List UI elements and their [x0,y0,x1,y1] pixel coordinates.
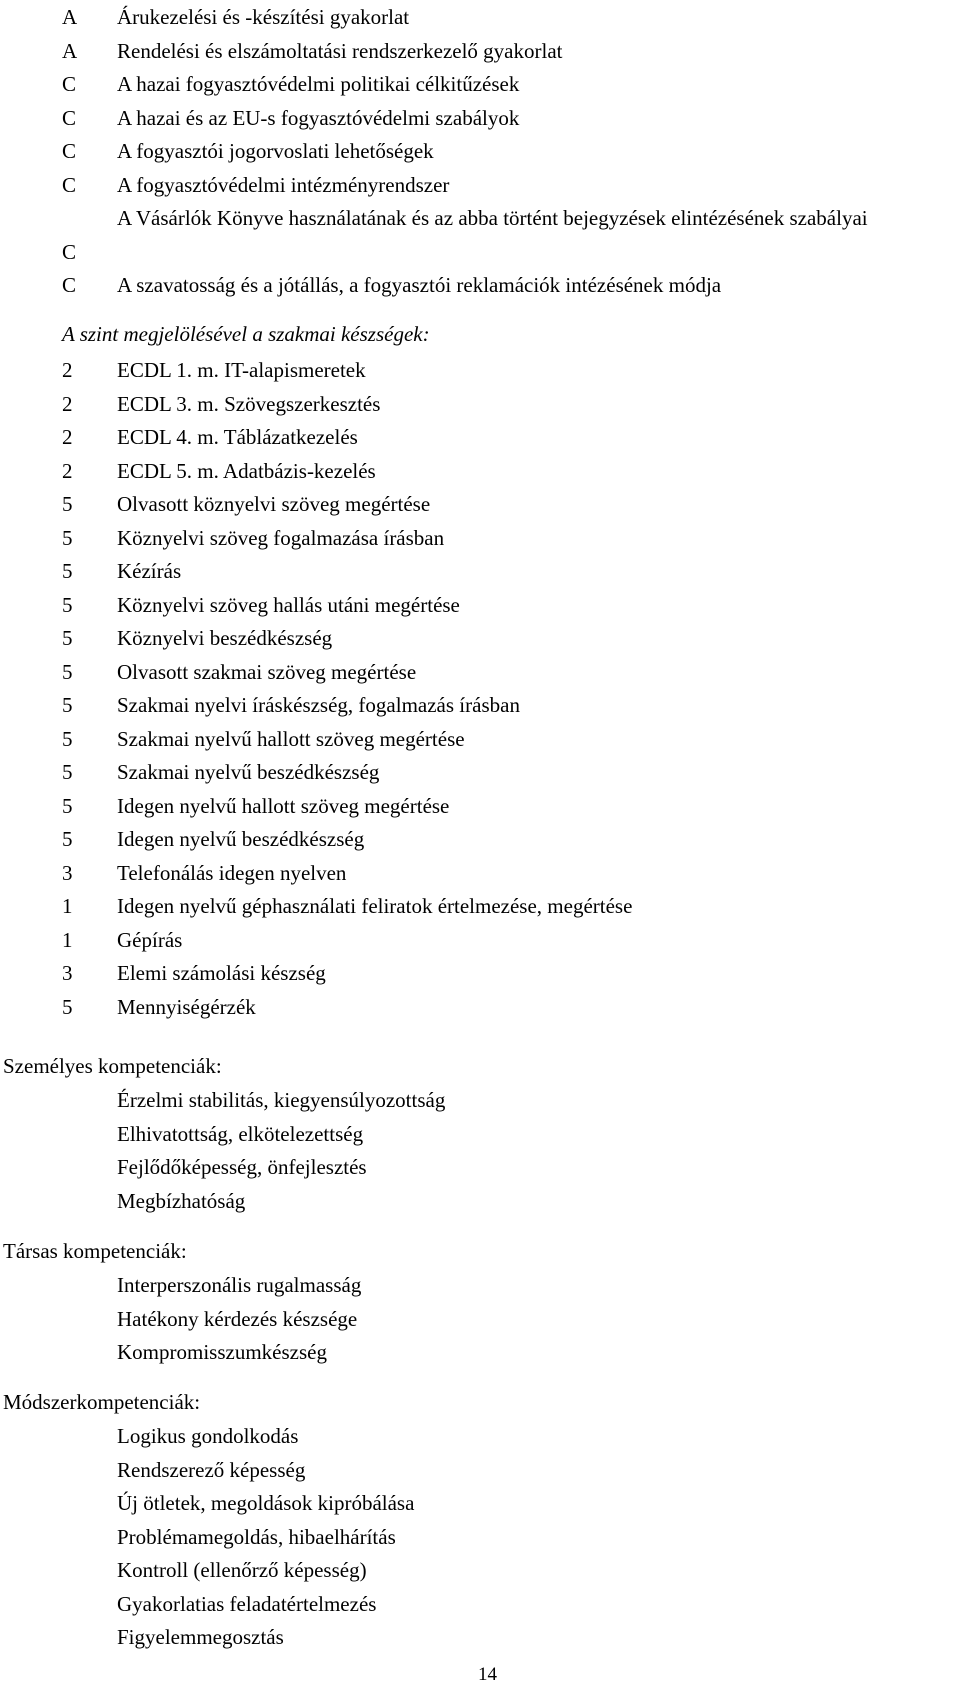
competency-text: Kontroll (ellenőrző képesség) [117,1558,367,1582]
subject-row [0,1,960,35]
skill-row [0,455,960,489]
skill-row [0,924,960,958]
skill-level: 5 [62,693,73,717]
skill-row [0,723,960,757]
list-item [0,1269,960,1303]
subject-code: C [62,139,77,163]
list-item [0,1487,960,1521]
skill-level: 2 [62,358,73,382]
skill-row [0,689,960,723]
subject-code: C [62,273,77,297]
skill-level: 5 [62,726,73,751]
skill-text: Gépírás [117,927,183,952]
skill-text: ECDL 4. m. Táblázatkezelés [117,425,358,449]
skill-text: Kézírás [117,559,182,583]
skill-text: Idegen nyelvű géphasználati feliratok értelmezése, megértése [117,894,633,918]
skill-row [0,823,960,857]
skill-level: 2 [62,458,73,483]
skill-text: Köznyelvi szöveg fogalmazása írásban [117,525,445,550]
skill-level: 5 [62,592,73,617]
skill-text: ECDL 1. m. IT-alapismeretek [117,358,366,382]
subject-code: A [62,5,78,29]
skill-level: 5 [62,559,73,583]
subject-row [0,269,960,303]
method-competencies-list [0,1420,960,1655]
skill-row [0,957,960,991]
subject-code: C [62,239,77,264]
subject-row [0,102,960,136]
skill-list [0,354,960,1024]
skill-text: Szakmai nyelvű beszédkészség [117,760,380,784]
list-item [0,1303,960,1337]
subject-code: A [62,38,78,63]
social-competencies-list [0,1269,960,1370]
skill-row [0,656,960,690]
skill-level: 5 [62,525,73,550]
skill-text: Mennyiségérzék [117,994,256,1019]
list-item [0,1118,960,1152]
skills-title: A szint megjelölésével a szakmai készségek: [62,322,430,346]
personal-competencies-title: Személyes kompetenciák: [3,1054,222,1078]
list-item [0,1084,960,1118]
skill-row [0,790,960,824]
skill-level: 2 [62,425,73,449]
subject-text: Rendelési és elszámoltatási rendszerkezelő gyakorlat [117,38,563,63]
competency-text: Problémamegoldás, hibaelhárítás [117,1524,396,1549]
list-item [0,1621,960,1655]
list-item [0,1588,960,1622]
subject-text: A fogyasztói jogorvoslati lehetőségek [117,139,434,163]
list-item [0,1420,960,1454]
skill-text: Telefonálás idegen nyelven [117,860,347,885]
skill-text: Elemi számolási készség [117,961,326,985]
subject-code: C [62,172,77,197]
skill-row [0,589,960,623]
subject-text: A hazai és az EU-s fogyasztóvédelmi szabályok [117,105,520,130]
skill-level: 5 [62,994,73,1019]
skill-row [0,555,960,589]
skill-row [0,388,960,422]
skill-row [0,522,960,556]
skill-text: ECDL 3. m. Szövegszerkesztés [117,391,381,416]
skill-text: Köznyelvi szöveg hallás utáni megértése [117,592,460,617]
skill-row [0,756,960,790]
list-item [0,1185,960,1219]
subject-code: C [62,105,77,130]
personal-competencies-list [0,1084,960,1218]
skill-level: 3 [62,860,73,885]
subject-text: A szavatosság és a jótállás, a fogyasztói reklamációk intézésének módja [117,273,722,297]
skill-level: 5 [62,827,73,851]
method-competencies-title: Módszerkompetenciák: [3,1390,201,1414]
subject-code: C [62,72,77,96]
skill-level: 5 [62,492,73,516]
skill-level: 2 [62,391,73,416]
competency-text: Érzelmi stabilitás, kiegyensúlyozottság [117,1088,446,1112]
competency-text: Gyakorlatias feladatértelmezés [117,1591,377,1616]
list-item [0,1554,960,1588]
competency-text: Interperszonális rugalmasság [117,1273,362,1297]
subject-row [0,202,960,269]
skill-level: 1 [62,927,73,952]
skill-row [0,488,960,522]
competency-text: Figyelemmegosztás [117,1625,284,1649]
skill-text: Idegen nyelvű beszédkészség [117,827,365,851]
skill-text: ECDL 5. m. Adatbázis-kezelés [117,458,376,483]
competency-text: Hatékony kérdezés készsége [117,1306,358,1331]
skill-row [0,421,960,455]
skill-level: 5 [62,793,73,818]
subject-row [0,169,960,203]
subject-row [0,135,960,169]
skill-row [0,622,960,656]
competency-text: Logikus gondolkodás [117,1424,299,1448]
list-item [0,1151,960,1185]
list-item [0,1336,960,1370]
subject-text: A Vásárlók Könyve használatának és az abba történt bejegyzések elintézésének szabályai [117,206,868,230]
skill-level: 5 [62,659,73,684]
subject-text: Árukezelési és -készítési gyakorlat [117,5,410,29]
skill-row [0,354,960,388]
skill-level: 1 [62,894,73,918]
list-item [0,1521,960,1555]
skill-text: Köznyelvi beszédkészség [117,626,333,650]
skill-text: Olvasott szakmai szöveg megértése [117,659,417,684]
skill-row [0,890,960,924]
skill-text: Olvasott köznyelvi szöveg megértése [117,492,431,516]
competency-text: Megbízhatóság [117,1188,246,1213]
skill-text: Idegen nyelvű hallott szöveg megértése [117,793,450,818]
competency-text: Új ötletek, megoldások kipróbálása [117,1491,415,1515]
subject-row [0,68,960,102]
skill-level: 5 [62,626,73,650]
subject-text: A hazai fogyasztóvédelmi politikai célkitűzések [117,72,520,96]
social-competencies-title: Társas kompetenciák: [3,1239,187,1263]
subject-row [0,35,960,69]
skill-level: 5 [62,760,73,784]
competency-text: Fejlődőképesség, önfejlesztés [117,1155,367,1179]
skill-level: 3 [62,961,73,985]
skill-row [0,991,960,1025]
list-item [0,1454,960,1488]
subject-text: A fogyasztóvédelmi intézményrendszer [117,172,450,197]
skill-text: Szakmai nyelvi íráskészség, fogalmazás írásban [117,693,520,717]
skill-row [0,857,960,891]
competency-text: Kompromisszumkészség [117,1340,327,1364]
skill-text: Szakmai nyelvű hallott szöveg megértése [117,726,465,751]
page-number: 14 [478,1664,497,1685]
competency-text: Elhivatottság, elkötelezettség [117,1121,364,1146]
competency-text: Rendszerező képesség [117,1457,306,1482]
subject-list [0,1,960,303]
